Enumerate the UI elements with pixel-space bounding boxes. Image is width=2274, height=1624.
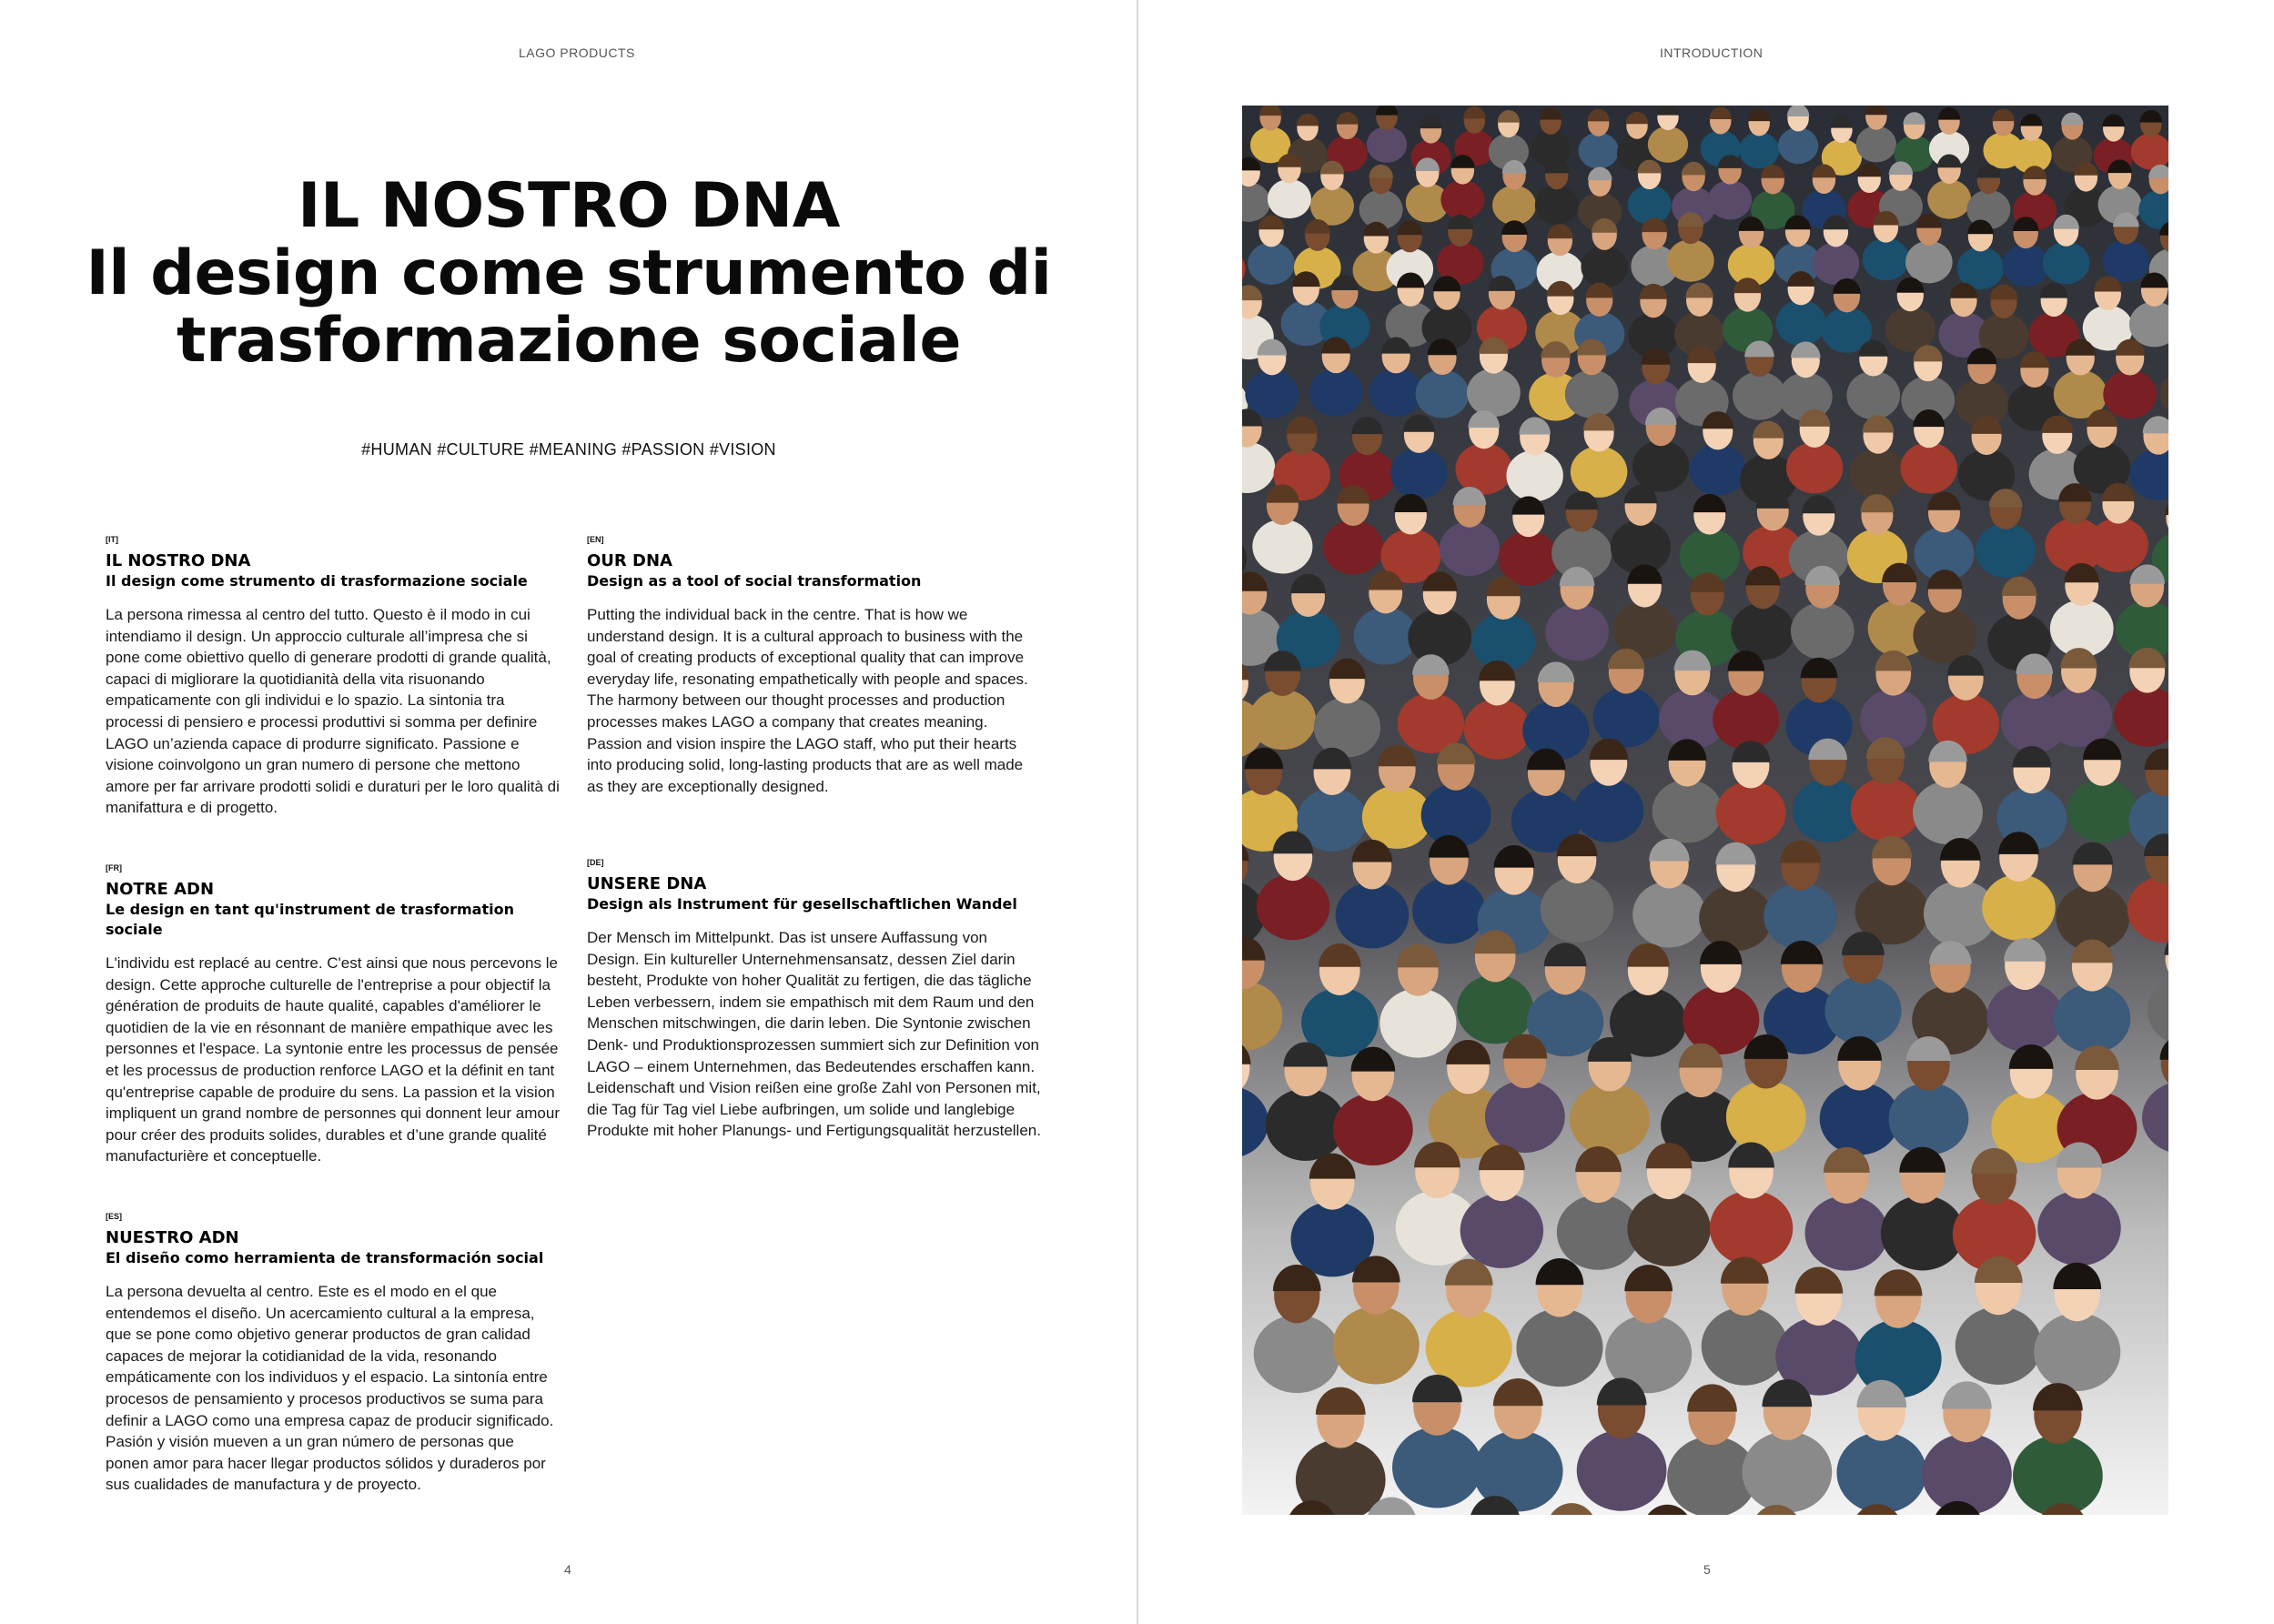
person-body (1764, 883, 1837, 950)
person-body (1856, 126, 1896, 162)
person-body (1976, 523, 2036, 578)
title-line-2: Il design come strumento di (86, 237, 1052, 309)
person-body (1570, 1084, 1650, 1155)
person-body (1863, 238, 1910, 281)
person-body (1314, 697, 1380, 757)
person-body (1805, 1195, 1888, 1271)
section-subtitle-it: Il design come strumento di trasformazione sociale (106, 572, 528, 590)
person-body (1392, 1427, 1482, 1508)
person-body (1309, 368, 1363, 417)
section-fr (106, 863, 561, 1167)
person-body (1257, 873, 1330, 940)
person-body (2034, 1313, 2120, 1391)
person-body (1813, 242, 1860, 285)
person-body (2043, 242, 2090, 285)
person-hair (1376, 106, 1399, 116)
person-body (1739, 132, 1779, 168)
person-body (1581, 246, 1628, 288)
section-body-en: Putting the individual back in the centre. That is how we understand design. It is a cultural approach to business with the goal of creating products of exceptional quality that can improve everyday life, resonating empathetically with people and spaces. The harmony between our thought processes and production processes makes LAGO a company that creates meaning. Passion and vision inspire the LAGO staff, who put their hearts into producing solid, long-lasting products that are as well made as they are exceptionally designed. (587, 606, 1028, 795)
person-body (1900, 442, 1956, 493)
person-body (1913, 607, 1976, 664)
person-body (1592, 687, 1659, 747)
person-body (1573, 779, 1643, 842)
crowd-illustration (1242, 106, 2168, 1515)
person-body (1578, 133, 1618, 169)
person-body (1535, 186, 1579, 225)
person-body (1577, 1430, 1667, 1511)
person-body (1776, 300, 1826, 346)
person-body (1726, 1081, 1806, 1153)
person-body (1713, 690, 1779, 750)
person-hair (1657, 106, 1680, 116)
person-body (1881, 1195, 1964, 1271)
person-body (1986, 983, 2063, 1052)
section-subtitle-fr: Le design en tant qu'instrument de trasformation sociale (106, 901, 514, 938)
title-line-1: IL NOSTRO DNA (298, 170, 840, 242)
person-body (1516, 1308, 1602, 1387)
person-body (1731, 603, 1794, 661)
person-body (1412, 878, 1486, 944)
person-body (1786, 442, 1843, 493)
section-body-it: La persona rimessa al centro del tutto. Questo è il modo in cui intendiamo il design. Un approccio culturale all’impresa che si pone come obiettivo quello di generare prodotti di grande qualità, capaci di migliorare la quotidianità della vita risuonando empaticamente con gli individui e lo spazio. La sintonia tra processi di pensiero e processi produttivi si somma per definire LAGO un’azienda capace di produrre significato. Passione e visione coinvolgono un gran numero di persone che mettono amore per far arrivare prodotti solidi e duraturi per le loro qualità di manifattura e di progetto. (106, 606, 560, 817)
person-body (1369, 368, 1423, 417)
staff-group-photo (1242, 106, 2168, 1515)
person-body (2103, 240, 2150, 283)
person-body (1571, 446, 1627, 497)
person-body (1333, 1094, 1413, 1165)
person-body (1627, 1191, 1710, 1266)
lang-tag-it: [IT] (106, 535, 118, 544)
person-body (1249, 690, 1316, 750)
person-body (1323, 520, 1383, 575)
person-body (1743, 1431, 1833, 1512)
person-body (1545, 603, 1609, 661)
section-body-es: La persona devuelta al centro. Este es el modo en el que entendemos el diseño. Un acercamiento cultural a la empresa, que se pone como objetivo generar productos de gran calidad capaces de mejorar la cotidianidad de la vida, resonando empáticamente con los individuos y el espacio. La sintonía entre procesos de pensamiento y procesos productivos se suma para definir a LAGO como una empresa capaz de producir significado. Pasión y visión mueven a un gran número de personas que ponen amor para hacer llegar productos sólidos y duraderos por sus cualidades de manufactura y de proyecto. (106, 1283, 554, 1494)
person-body (1354, 608, 1418, 665)
section-body-fr: L'individu est replacé au centre. C'est ainsi que nous percevons le design. Cette approche culturelle de l'entreprise a pour objectif la génération de produits de haute qualité, capables d'améliorer le quotidien de la vie en résonnant de manière empathique avec les personnes et l'espace. La syntonie entre les processus de pensée et les processus de production renforce LAGO et la définit en tant qu'entreprise capable de produire du sens. La passion et la vision impliquent un grand nombre de personnes qui donnent leur amour pour créer des produits solides, durables et d’une grande qualité manufacturière et conceptuelle. (106, 954, 560, 1165)
person-body (1632, 440, 1689, 491)
person-body (2013, 1435, 2103, 1515)
section-en (587, 535, 1042, 797)
section-subtitle-es: El diseño como herramienta de transformación social (106, 1249, 544, 1266)
person-body (1927, 179, 1971, 218)
person-body (1850, 449, 1906, 499)
person-body (1922, 1434, 2012, 1515)
person-body (1440, 521, 1500, 576)
person-body (1485, 1081, 1565, 1153)
person-body (1541, 876, 1614, 943)
person-body (1628, 185, 1672, 224)
person-body (1456, 443, 1512, 494)
person-body (1846, 371, 1900, 419)
person-body (1836, 1432, 1926, 1513)
person-body (1648, 126, 1688, 163)
person-body (1733, 371, 1786, 419)
page-number-right: 5 (1703, 1562, 1711, 1577)
person-body (1710, 1191, 1793, 1266)
person-body (2067, 779, 2138, 842)
section-title-fr: NOTRE ADN (106, 880, 215, 899)
person-body (1716, 782, 1786, 845)
person-body (1982, 874, 2056, 941)
person-body (1652, 780, 1723, 843)
running-head-left: LAGO PRODUCTS (519, 45, 635, 60)
person-body (1336, 883, 1410, 949)
page-number-left: 4 (564, 1562, 571, 1577)
person-body (1565, 370, 1619, 419)
section-body-de: Der Mensch im Mittelpunkt. Das ist unsere Auffassung von Design. Ein kultureller Unternehmensansatz, dessen Ziel darin besteht, Produkte von hoher Qualität zu fertigen, die das tägliche Leben verbessern, indem sie empathisch mit dem Raum und den Menschen mitschwingen, die darin leben. Die Syntonie zwischen Denk- und Produktionsprozessen summiert sich zur Definition von LAGO – einem Unternehmen, das Bedeutendes erschaffen kann. Leidenschaft und Vision reißen eine große Zahl von Personen mit, die Tag für Tag viel Liebe aufbringen, um solide und langlebige Produkte mit hoher Planungs- und Fertigungsqualität herzustellen. (587, 929, 1041, 1140)
person-body (1905, 241, 1953, 284)
person-body (1390, 448, 1447, 499)
page-title (73, 170, 1065, 377)
person-body (1440, 180, 1484, 219)
person-hair (1259, 106, 1282, 116)
person-body (1690, 444, 1746, 495)
person-body (2054, 983, 2130, 1053)
person-body (1708, 180, 1752, 219)
lang-tag-en: [EN] (587, 535, 604, 544)
section-it (106, 535, 561, 819)
person-body (1457, 974, 1533, 1044)
person-body (1492, 186, 1536, 225)
person-body (1252, 519, 1312, 574)
person-body (1683, 985, 1759, 1054)
title-line-3: trasformazione sociale (177, 305, 961, 377)
person-body (1460, 1193, 1543, 1268)
section-de (587, 858, 1042, 1142)
person-hair (1865, 106, 1888, 115)
section-title-en: OUR DNA (587, 551, 672, 570)
person-body (1416, 369, 1470, 418)
person-body (1531, 131, 1571, 167)
person-body (2002, 244, 2049, 287)
person-body (1506, 450, 1562, 501)
lang-tag-de: [DE] (587, 858, 604, 867)
person-body (1824, 976, 1901, 1045)
person-body (1667, 239, 1714, 282)
person-body (1380, 989, 1456, 1058)
section-es (106, 1212, 561, 1496)
person-body (1889, 1083, 1969, 1155)
person-body (1333, 1306, 1420, 1385)
section-subtitle-de: Design als Instrument für gesellschaftlichen Wandel (587, 895, 1017, 913)
section-subtitle-en: Design as a tool of social transformation (587, 572, 922, 590)
person-body (1632, 882, 1706, 948)
section-title-it: IL NOSTRO DNA (106, 551, 251, 570)
person-body (1367, 126, 1407, 163)
hashtags: #HUMAN #CULTURE #MEANING #PASSION #VISION (361, 440, 776, 459)
person-body (1851, 778, 1921, 842)
person-body (1791, 602, 1855, 660)
person-body (1464, 699, 1531, 759)
person-body (1248, 242, 1295, 285)
person-body (1778, 127, 1818, 164)
person-body (1913, 781, 1983, 844)
section-title-de: UNSERE DNA (587, 874, 707, 893)
person-body (1702, 1307, 1788, 1386)
person-body (2103, 370, 2157, 419)
section-title-es: NUESTRO ADN (106, 1228, 239, 1247)
lang-tag-es: [ES] (106, 1212, 122, 1221)
running-head-right: INTRODUCTION (1660, 45, 1764, 60)
person-body (1268, 179, 1311, 218)
person-body (1699, 884, 1773, 951)
lang-tag-fr: [FR] (106, 863, 122, 873)
person-body (1254, 1315, 1340, 1393)
person-body (2088, 518, 2148, 572)
person-body (1956, 1306, 2042, 1385)
person-body (2037, 1191, 2120, 1266)
person-body (1467, 368, 1521, 417)
person-body (2046, 687, 2112, 747)
person-body (1820, 1083, 1900, 1155)
